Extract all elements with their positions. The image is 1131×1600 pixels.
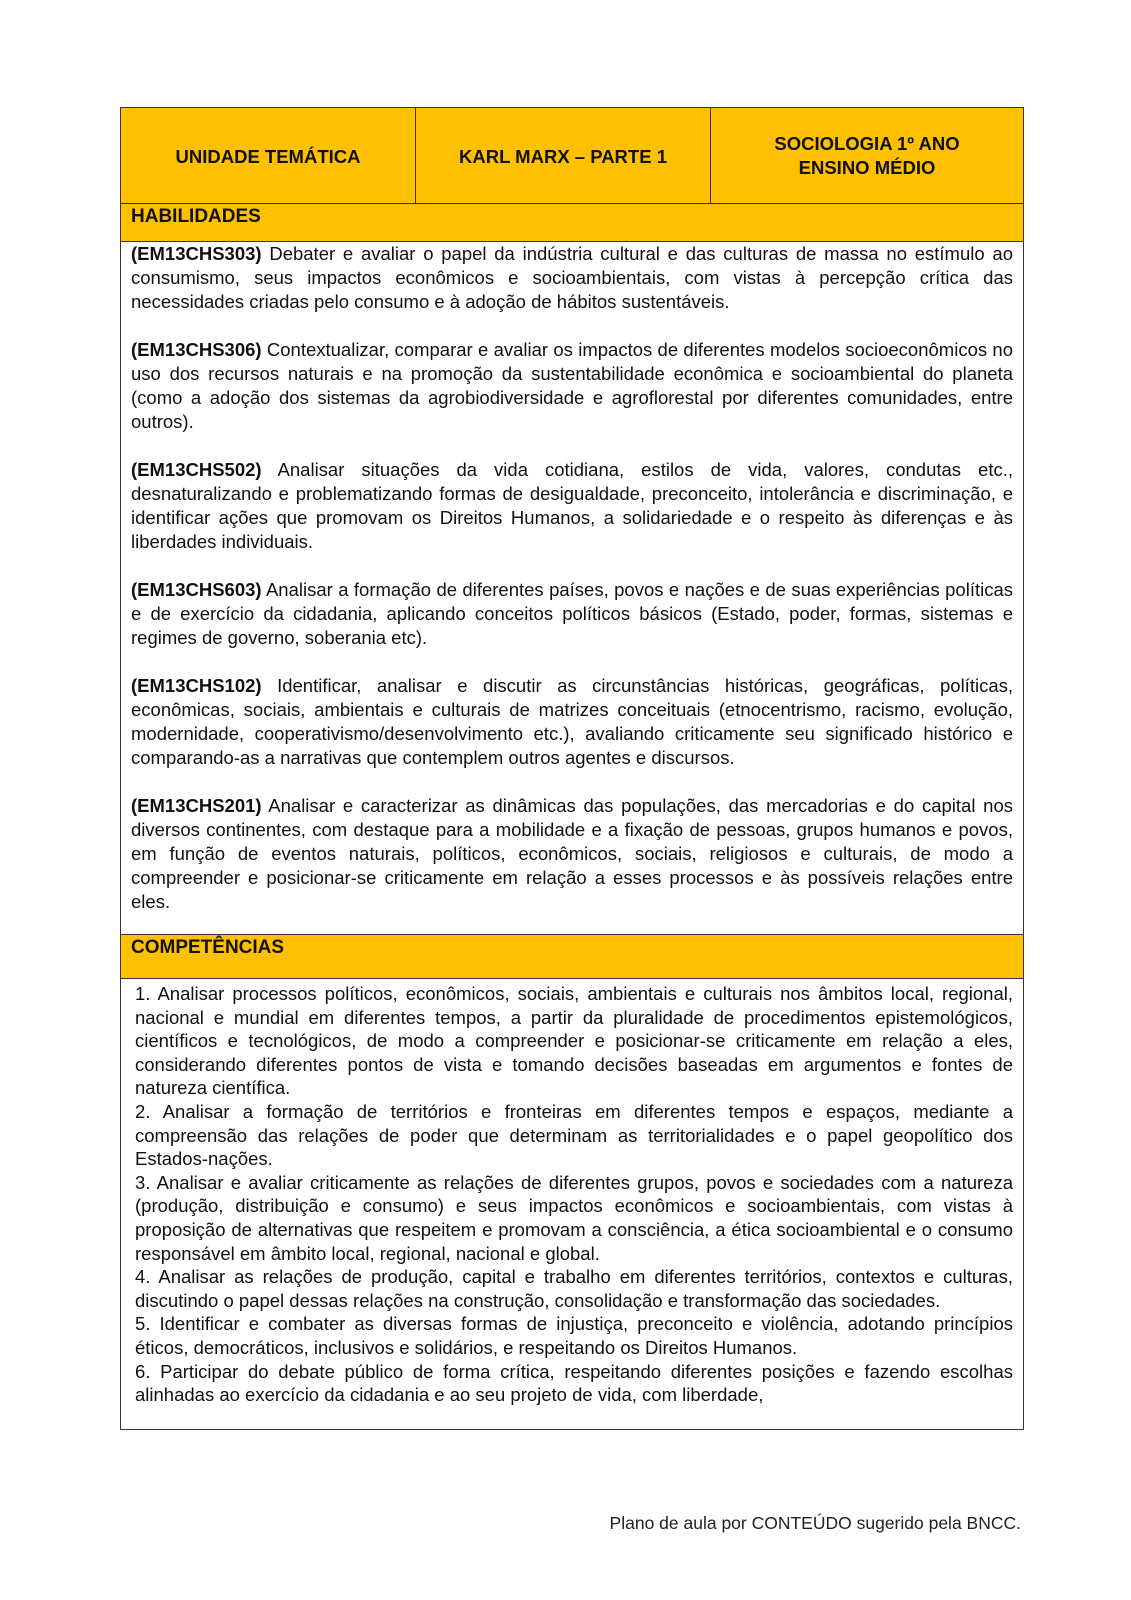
habilidades-title: HABILIDADES [121, 204, 1024, 242]
skill-text: Contextualizar, comparar e avaliar os impactos de diferentes modelos socioeconômicos no uso dos recursos naturais e na promoção da sustentabilidade econômica e socioambiental do planeta (como a adoção dos sistemas da agrobiodiversidade e agroflorestal por diferentes comunidades, entre outros). [131, 339, 1013, 432]
habilidades-body-row [121, 242, 1024, 935]
header-topic: KARL MARX – PARTE 1 [416, 108, 711, 204]
competency-item: 5. Identificar e combater as diversas formas de injustiça, preconceito e violência, adotando princípios éticos, democráticos, inclusivos e solidários, e respeitando os Direitos Humanos. [135, 1313, 1013, 1358]
header-subject [711, 108, 1024, 204]
skill-item [131, 242, 1013, 314]
skill-code: (EM13CHS502) [131, 459, 262, 480]
header-thematic-unit: UNIDADE TEMÁTICA [121, 108, 416, 204]
competency-item: 2. Analisar a formação de territórios e fronteiras em diferentes tempos e espaços, mediante a compreensão das relações de poder que determinam as territorialidades e o papel geopolítico dos Estados-nações. [135, 1100, 1013, 1170]
skill-text: Analisar situações da vida cotidiana, estilos de vida, valores, condutas etc., desnaturalizando e problematizando formas de desigualdade, preconceito, intolerância e discriminação, e identificar ações que promovam os Direitos Humanos, a solidariedade e o respeito às diferenças e às liberdades individuais. [131, 459, 1013, 552]
habilidades-header-row [121, 204, 1024, 242]
skill-text: Analisar a formação de diferentes países, povos e nações e de suas experiências políticas e de exercício da cidadania, aplicando conceitos políticos básicos (Estado, poder, formas, sistemas e regimes de governo, soberania etc). [131, 579, 1013, 648]
header-row [121, 108, 1024, 204]
skill-code: (EM13CHS603) [131, 579, 262, 600]
competencias-body-row [121, 979, 1024, 1430]
competencias-list [121, 979, 1024, 1430]
header-subject-line2: ENSINO MÉDIO [798, 157, 936, 178]
skill-code: (EM13CHS102) [131, 675, 262, 696]
skill-text: Identificar, analisar e discutir as circunstâncias históricas, geográficas, políticas, econômicas, sociais, ambientais e culturais de matrizes conceituais (etnocentrismo, racismo, evolução, modernidade, cooperativismo/desenvolvimento etc.), avaliando criticamente seu significado histórico e comparando-as a narrativas que contemplem outros agentes e discursos. [131, 675, 1013, 768]
habilidades-list [121, 242, 1024, 935]
page-footer: Plano de aula por CONTEÚDO sugerido pela BNCC. [609, 1513, 1021, 1533]
skill-item [131, 674, 1013, 770]
skill-item [131, 794, 1013, 914]
skill-code: (EM13CHS306) [131, 339, 262, 360]
skill-code: (EM13CHS201) [131, 795, 262, 816]
lesson-plan-table [120, 107, 1024, 1430]
header-subject-line1: SOCIOLOGIA 1º ANO [774, 133, 960, 154]
competency-item: 3. Analisar e avaliar criticamente as relações de diferentes grupos, povos e sociedades com a natureza (produção, distribuição e consumo) e seus impactos econômicos e socioambientais, com vistas à proposição de alternativas que respeitem e promovam a consciência, a ética socioambiental e o consumo responsável em âmbito local, regional, nacional e global. [135, 1171, 1013, 1264]
competency-item: 1. Analisar processos políticos, econômicos, sociais, ambientais e culturais nos âmbitos local, regional, nacional e mundial em diferentes tempos, a partir da pluralidade de procedimentos epistemológicos, científicos e tecnológicos, de modo a compreender e posicionar-se criticamente em relação a eles, considerando diferentes pontos de vista e tomando decisões baseadas em argumentos e fontes de natureza científica. [135, 983, 1013, 1099]
competencias-header-row [121, 935, 1024, 979]
competency-item: 4. Analisar as relações de produção, capital e trabalho em diferentes territórios, contextos e culturas, discutindo o papel dessas relações na construção, consolidação e transformação das sociedades. [135, 1266, 1013, 1311]
skill-item [131, 578, 1013, 650]
skill-item [131, 338, 1013, 434]
skill-text: Analisar e caracterizar as dinâmicas das populações, das mercadorias e do capital nos diversos continentes, com destaque para a mobilidade e a fixação de pessoas, grupos humanos e povos, em função de eventos naturais, políticos, econômicos, sociais, religiosos e culturais, de modo a compreender e posicionar-se criticamente em relação a esses processos e às possíveis relações entre eles. [131, 795, 1013, 912]
competency-item: 6. Participar do debate público de forma crítica, respeitando diferentes posições e fazendo escolhas alinhadas ao exercício da cidadania e ao seu projeto de vida, com liberdade, [135, 1360, 1013, 1406]
skill-item [131, 458, 1013, 554]
competencias-title: COMPETÊNCIAS [121, 935, 1024, 979]
skill-text: Debater e avaliar o papel da indústria cultural e das culturas de massa no estímulo ao consumismo, seus impactos econômicos e socioambientais, com vistas à percepção crítica das necessidades criadas pelo consumo e à adoção de hábitos sustentáveis. [131, 243, 1013, 312]
skill-code: (EM13CHS303) [131, 243, 262, 264]
